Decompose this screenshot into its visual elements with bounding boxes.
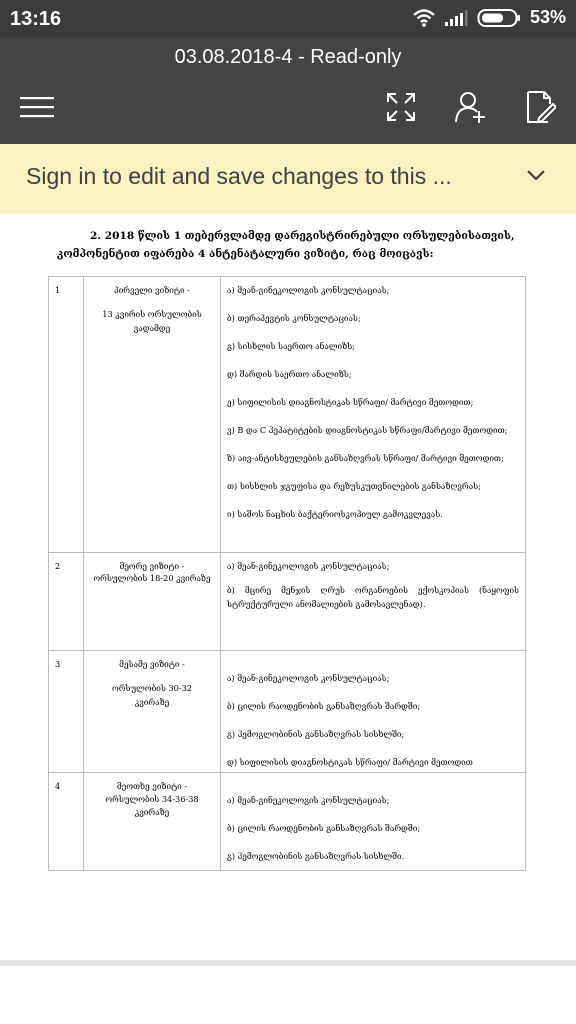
service-item: ბ) თერაპევტის კონსულტაციას; [227,313,361,323]
signal-icon [444,9,468,27]
menu-button[interactable] [14,84,60,130]
row-number: 4 [49,773,84,871]
service-item: ბ) ცილის რაოდენობის განსაზღვრას შარდში; [227,701,421,711]
services-cell [221,651,526,773]
services-cell [221,553,526,651]
row-number: 2 [49,553,84,651]
service-item: თ) სისხლის ჯგუფისა და რეზუსკუთვნილების განსაზღვრას; [227,481,481,491]
service-item: გ) ჰემოგლობინის განსაზღვრას სისხლში. [227,851,405,861]
wifi-icon [413,9,435,27]
document-title: 03.08.2018-4 - Read-only [174,46,402,68]
edit-button[interactable] [518,84,564,130]
status-time: 13:16 [10,8,62,30]
section-heading-line1: 2. 2018 წლის 1 თებერვლამდე დარეგისტრირებული ორსულებისათვის, [90,230,515,242]
service-item: დ) შარდის საერთო ანალიზს; [227,369,352,379]
service-item: ბ) ცილის რაოდენობის განსაზღვრას შარდში; [227,823,421,833]
status-bar [0,0,576,38]
service-item: ა) მეან-გინეკოლოგის კონსულტაციას; [227,285,390,295]
service-item: დ) სიფილისის დიაგნოსტიკას სწრაფი/ მარტივი მეთოდით [227,757,473,767]
service-item: ბ) მცირე მენჯის ღრუს ორგანოების ექოსკოპიას (ნაყოფის სტრუქტურული ანომალიების გამოსავლენად). [227,585,519,609]
table-row [49,773,526,871]
share-button[interactable] [448,84,494,130]
banner-text[interactable]: Sign in to edit and save changes to this ... [26,163,452,189]
service-item: ა) მეან-გინეკოლოგის კონსულტაციას; [227,673,390,683]
service-item: გ) ჰემოგლობინის განსაზღვრას სისხლში; [227,729,405,739]
visit-cell [84,651,221,773]
document-page [0,214,576,960]
service-item: ი) საშოს ნაცხის ბაქტერიოსკოპიულ გამოკვლევას. [227,509,443,519]
services-cell [221,277,526,553]
row-number: 3 [49,651,84,773]
visit-cell [84,553,221,651]
visit-subtitle: 13 კვირის ორსულობის ვადამდე [102,309,202,333]
chevron-down-icon[interactable] [526,168,546,182]
row-number: 1 [49,277,84,553]
table-row [49,651,526,773]
status-icons [413,7,566,28]
visit-cell [84,277,221,553]
services-cell [221,773,526,871]
sign-in-banner[interactable] [0,144,576,214]
visit-title: მესამე ვიზიტი - [119,659,185,669]
expand-icon [386,92,416,122]
page-separator [0,960,576,966]
fullscreen-button[interactable] [378,84,424,130]
app-bar [0,38,576,144]
service-item: ა) მეან-გინეკოლოგის კონსულტაციას; [227,795,390,805]
service-item: ე) სიფილისის დიაგნოსტიკას სწრაფი/ მარტივი მეთოდით; [227,397,474,407]
hamburger-icon [20,96,54,118]
battery-percent: 53% [529,7,566,27]
table-row [49,553,526,651]
visit-cell [84,773,221,871]
service-item: ა) მეან-გინეკოლოგის კონსულტაციას; [227,561,390,571]
visit-title: მეორე ვიზიტი - [119,561,185,571]
service-item: ზ) აივ-ანტისხეულების განსაზღვრას სწრაფი/ მარტივი მეთოდით; [227,453,504,463]
visits-table [48,276,526,871]
table-row [49,277,526,553]
edit-document-icon [526,90,556,124]
service-item: ვ) B და C ჰეპატიტების დიაგნოსტიკას სწრაფი/მარტივი მეთოდით; [227,425,508,435]
visit-title: პირველი ვიზიტი - [114,285,190,295]
add-person-icon [454,90,488,124]
battery-icon [477,8,521,28]
visit-title: მეოთხე ვიზიტი - [116,781,188,791]
service-item: გ) სისხლის საერთო ანალიზს; [227,341,355,351]
visit-subtitle: ორსულობის 34-36-38 კვირაზე [105,794,199,817]
visit-subtitle: ორსულობის 30-32 კვირაზე [111,683,193,707]
section-heading-line2: კომპონენტით იფარება 4 ანტენატალური ვიზიტი, რაც მოიცავს: [57,248,434,260]
visit-subtitle: ორსულობის 18-20 კვირაზე [93,573,211,583]
